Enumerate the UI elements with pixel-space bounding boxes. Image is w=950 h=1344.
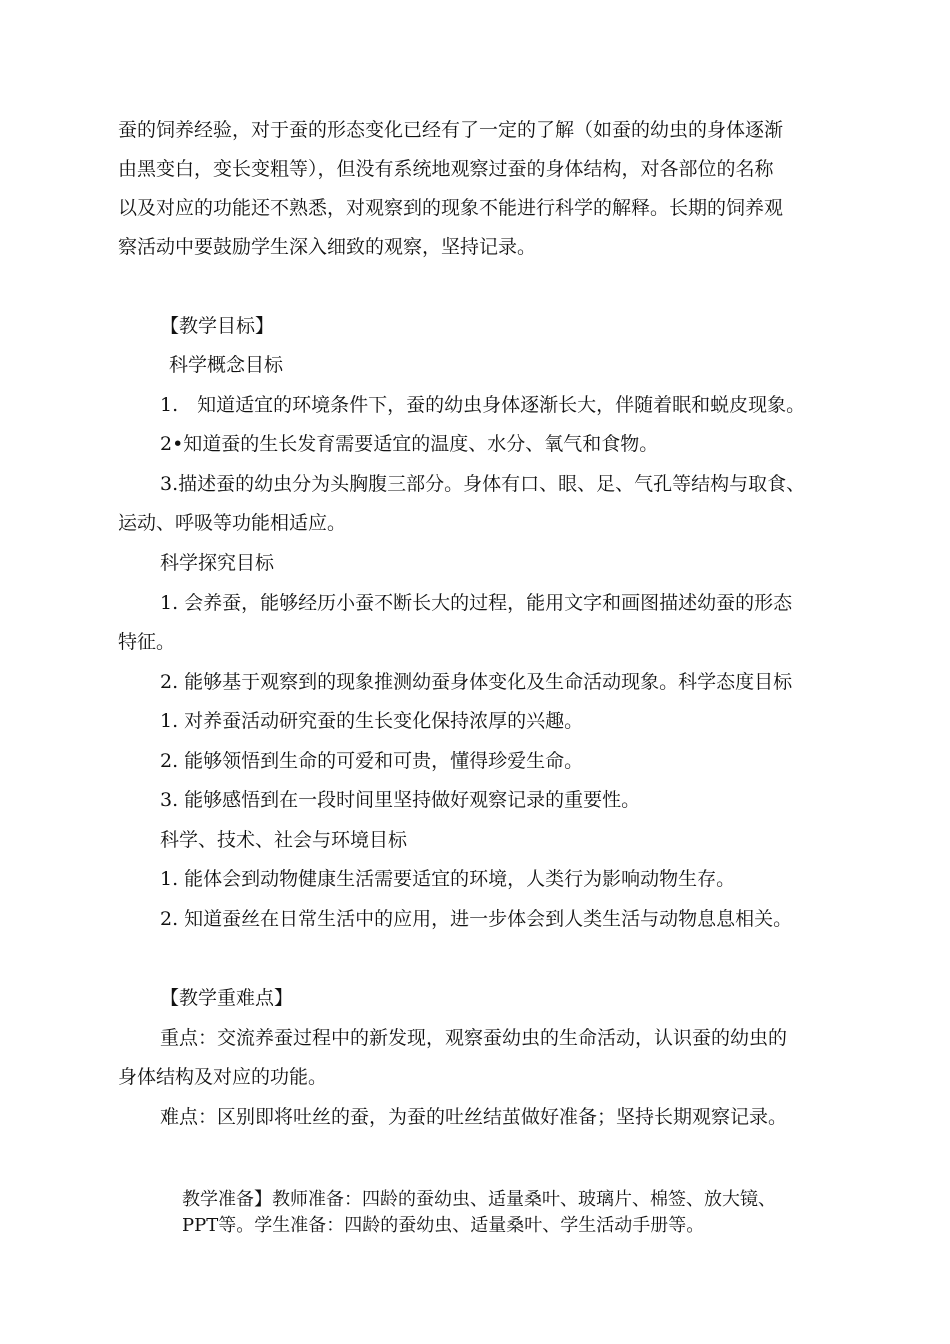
intro-line: 由黑变白，变长变粗等），但没有系统地观察过蚕的身体结构，对各部位的名称 [118, 158, 774, 180]
intro-line: 以及对应的功能还不熟悉，对观察到的现象不能进行科学的解释。长期的饲养观 [118, 197, 784, 219]
key-point-line: 重点：交流养蚕过程中的新发现，观察蚕幼虫的生命活动，认识蚕的幼虫的 [160, 1027, 788, 1049]
attitude-goal-item: 2. 能够领悟到生命的可爱和可贵，懂得珍爱生命。 [160, 750, 584, 772]
preparation-line: PPT等。学生准备：四龄的蚕幼虫、适量桑叶、学生活动手册等。 [182, 1215, 705, 1236]
intro-line: 蚕的饲养经验，对于蚕的形态变化已经有了一定的了解（如蚕的幼虫的身体逐渐 [118, 119, 784, 141]
concept-goal-item-continued: 运动、呼吸等功能相适应。 [118, 512, 347, 534]
inquiry-goals-title: 科学探究目标 [160, 552, 275, 574]
society-goal-item: 1. 能体会到动物健康生活需要适宜的环境，人类行为影响动物生存。 [160, 868, 736, 890]
attitude-goal-item: 1. 对养蚕活动研究蚕的生长变化保持浓厚的兴趣。 [160, 710, 584, 732]
inquiry-goal-item-continued: 特征。 [118, 631, 176, 653]
difficulty-line: 难点：区别即将吐丝的蚕，为蚕的吐丝结茧做好准备；坚持长期观察记录。 [160, 1106, 788, 1128]
teaching-goals-heading: 【教学目标】 [160, 315, 275, 337]
concept-goal-item: 2•知道蚕的生长发育需要适宜的温度、水分、氧气和食物。 [160, 433, 659, 455]
concept-goal-item: 3.描述蚕的幼虫分为头胸腹三部分。身体有口、眼、足、气孔等结构与取食、 [160, 473, 806, 495]
key-point-line-continued: 身体结构及对应的功能。 [118, 1066, 328, 1088]
society-goals-title: 科学、技术、社会与环境目标 [160, 829, 408, 851]
inquiry-goal-item: 1. 会养蚕，能够经历小蚕不断长大的过程，能用文字和画图描述幼蚕的形态 [160, 592, 793, 614]
preparation-line: 教学准备】教师准备：四龄的蚕幼虫、适量桑叶、玻璃片、棉签、放大镜、 [182, 1189, 776, 1210]
concept-goals-title: 科学概念目标 [169, 354, 284, 376]
intro-line: 察活动中要鼓励学生深入细致的观察，坚持记录。 [118, 236, 537, 258]
concept-goal-item: 1. 知道适宜的环境条件下，蚕的幼虫身体逐渐长大，伴随着眠和蜕皮现象。 [160, 394, 806, 416]
inquiry-goal-item: 2. 能够基于观察到的现象推测幼蚕身体变化及生命活动现象。科学态度目标 [160, 671, 793, 693]
key-points-heading: 【教学重难点】 [160, 987, 294, 1009]
attitude-goal-item: 3. 能够感悟到在一段时间里坚持做好观察记录的重要性。 [160, 789, 641, 811]
society-goal-item: 2. 知道蚕丝在日常生活中的应用，进一步体会到人类生活与动物息息相关。 [160, 908, 793, 930]
